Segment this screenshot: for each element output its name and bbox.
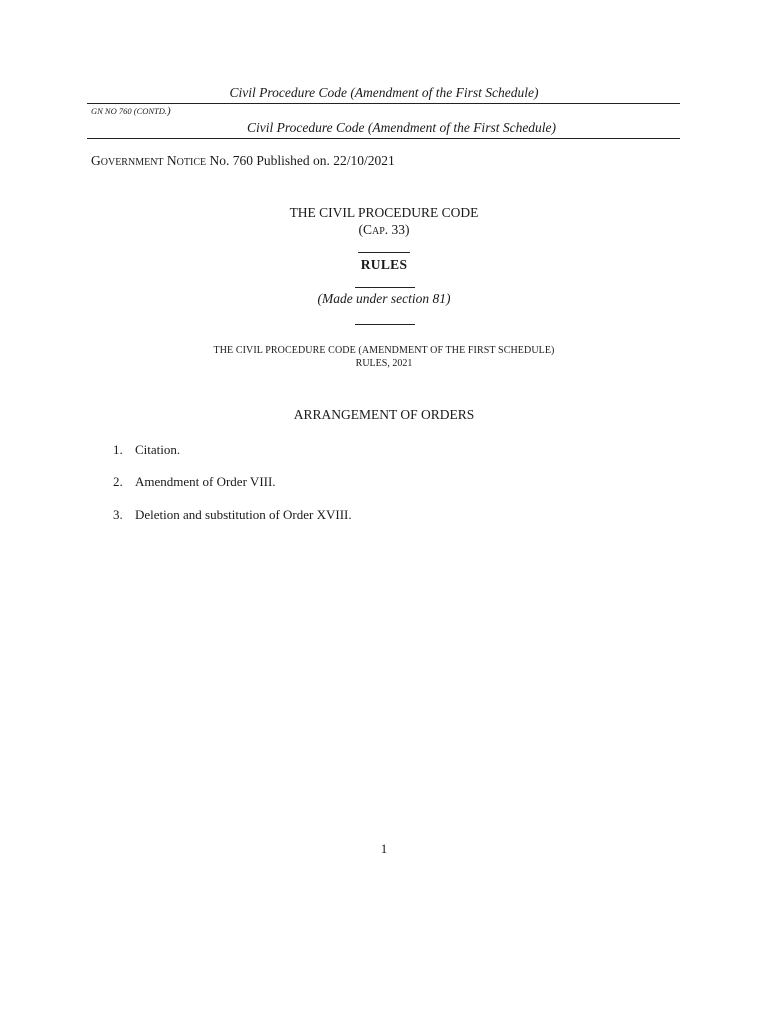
- rule-below-made-under: [355, 324, 415, 325]
- list-item-text: Deletion and substitution of Order XVIII.: [135, 507, 352, 522]
- list-item-text: Amendment of Order VIII.: [135, 474, 276, 489]
- list-item-text: Citation.: [135, 442, 181, 457]
- rules-title-line2: RULES, 2021: [355, 358, 413, 369]
- notice-rest: No. 760 Published on. 22/10/2021: [209, 153, 395, 168]
- cap-number: [0, 222, 768, 238]
- made-under-line: (Made under section 81): [317, 291, 451, 306]
- notice-otice: OTICE: [176, 157, 207, 168]
- cap-ap: AP: [371, 226, 385, 237]
- arrangement-heading: ARRANGEMENT OF ORDERS: [293, 407, 475, 422]
- page-number: 1: [380, 841, 388, 856]
- notice-overnment: OVERNMENT: [100, 157, 164, 168]
- rule-below-rules: [355, 287, 415, 288]
- cap-open: (C: [358, 222, 372, 237]
- list-item: [113, 442, 180, 458]
- gn-suffix: ): [167, 105, 171, 117]
- gn-label: [91, 105, 171, 117]
- act-title: THE CIVIL PROCEDURE CODE: [289, 205, 479, 220]
- running-head: Civil Procedure Code (Amendment of the First Schedule): [229, 85, 539, 100]
- rules-heading: RULES: [360, 257, 408, 272]
- header-rule: [87, 138, 680, 139]
- list-item-number: 3.: [113, 507, 123, 522]
- cap-rest: . 33): [384, 222, 410, 237]
- rules-title-line1: THE CIVIL PROCEDURE CODE (AMENDMENT OF THE FIRST SCHEDULE): [213, 345, 555, 356]
- rule-above-rules: [358, 252, 410, 253]
- list-item-number: 1.: [113, 442, 123, 457]
- notice-g: G: [91, 153, 101, 168]
- list-item: [113, 507, 352, 523]
- top-rule: [87, 103, 680, 104]
- notice-n: N: [166, 153, 177, 168]
- government-notice: [91, 153, 395, 169]
- gn-contd: CONTD.: [136, 106, 168, 116]
- gn-prefix: GN NO 760 (: [91, 106, 137, 116]
- second-running-head: Civil Procedure Code (Amendment of the First Schedule): [247, 120, 557, 135]
- list-item: [113, 474, 276, 490]
- list-item-number: 2.: [113, 474, 123, 489]
